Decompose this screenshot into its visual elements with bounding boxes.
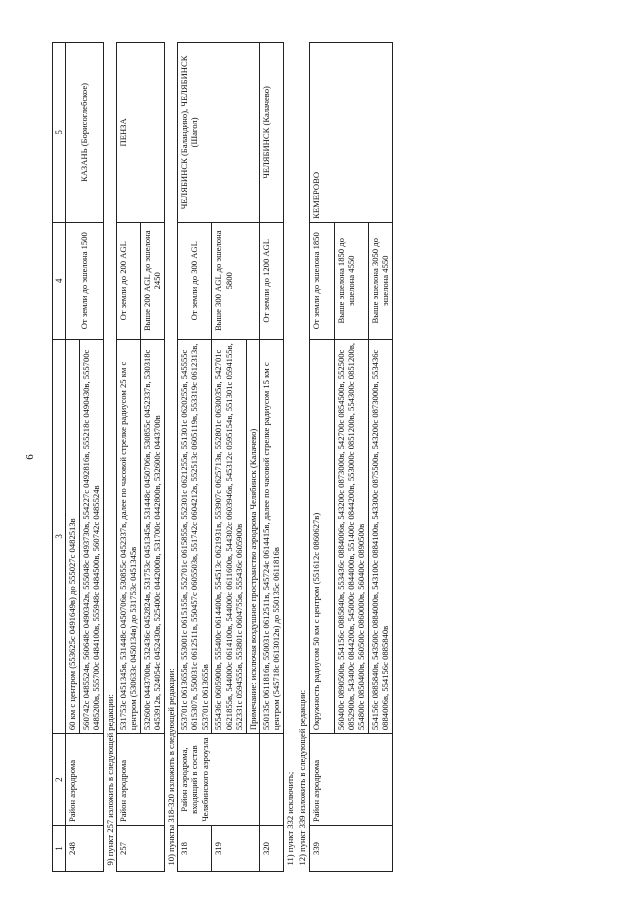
altitude-cell: Выше 200 AGL до эшелона 2450 bbox=[140, 222, 164, 339]
altitude-cell: От земли до эшелона 1500 bbox=[66, 222, 103, 339]
header-col-4: 4 bbox=[53, 222, 66, 339]
header-col-2: 2 bbox=[53, 734, 66, 826]
altitude-cell: От земли до 1200 AGL bbox=[259, 222, 283, 339]
area-cell: Район аэродрома bbox=[66, 734, 103, 826]
table-row bbox=[178, 43, 212, 872]
coords-cell: 555436с 0605900в, 555400с 0614400в, 554513с 0621931в, 553907с 0625713в, 552801с 0630035в, 542701с 0621855в, 544000с 0614100в, 544000с 0611600в, 544302с 0603946в, 545312с 0595154в, 551301с 0594155в, 552331с 0594555в, 553801с 0604755в, 555436с 0605900в bbox=[212, 339, 246, 733]
header-col-3: 3 bbox=[53, 339, 66, 733]
section-row bbox=[164, 43, 177, 872]
coords-cell: 532600с 0443700в, 532436с 0452824в, 531753с 0451345в, 531448с 0450706в, 530855с 0452337в, 530318с 0453912в, 524054с 0452430в, 525400с 0442000в, 531700с 0442800в, 532600с 0443700в bbox=[140, 339, 164, 733]
altitude-cell: Выше эшелона 3050 до эшелона 4550 bbox=[368, 222, 392, 339]
altitude-cell: От земли до 300 AGL bbox=[178, 222, 212, 339]
table-row bbox=[66, 43, 79, 872]
note-cell: Примечание: исключая воздушное пространство аэродрома Челябинск (Калачево) bbox=[246, 339, 259, 733]
row-number: 320 bbox=[259, 826, 283, 872]
aerodrome-name: ЧЕЛЯБИНСК (Баландино), ЧЕЛЯБИНСК (Шагол) bbox=[178, 43, 260, 223]
section-row bbox=[283, 43, 296, 872]
coords-cell: 560400с 0890500в, 554156с 0885840в, 553436с 0884006в, 543200с 0873000в, 542700с 0854500в, 552500с 0852900в, 543400с 0844200в, 545000с 0844000в, 551400с 0844200в, 553000с 0851200в, 554300с 0851200в, 554800с 0850400в, 560500с 0860000в, 560400с 0890500в bbox=[334, 339, 368, 733]
altitude-cell: От земли до 200 AGL bbox=[117, 222, 141, 339]
coords-cell: 553701с 0613655в, 553001с 0615155в, 552701с 0615855в, 552301с 0621255в, 551301с 0620255в, 545555с 0615307в, 550031с 0612511в, 550457с 0605503в, 551742с 0604212в, 552513с 0605119в, 553319с 0612313в, 553701с 0613655в bbox=[178, 339, 212, 733]
aerodrome-name: ПЕНЗА bbox=[117, 43, 165, 223]
section-heading: 11) пункт 332 исключить; bbox=[284, 771, 295, 866]
coords-cell: Окружность радиусом 50 км с центром (551612с 0860627в) bbox=[309, 339, 334, 733]
section-heading: 9) пункт 257 изложить в следующей редакции: bbox=[104, 694, 115, 866]
row-number: 339 bbox=[309, 826, 392, 872]
coords-cell: 550135с 0611816в, 550031с 0612511в, 545724с 0614415в, далее по часовой стрелке радиусом 15 км с центром (545718с 0613012в) до 550135с 0611816в bbox=[259, 339, 283, 733]
section-row bbox=[103, 43, 116, 872]
area-cell: Район аэродрома bbox=[309, 734, 392, 826]
area-cell: Район аэродрома bbox=[117, 734, 165, 826]
page-number: 6 bbox=[24, 454, 36, 460]
coords-cell: 554156с 0885840в, 543500с 0884000в, 543100с 0884100в, 543300с 0875500в, 543200с 0873000в, 553436с 0884006в, 554156с 0885840в bbox=[368, 339, 392, 733]
coords-cell: 60 км с центром (553625с 0491649в) до 555027с 0482513в bbox=[66, 339, 79, 733]
aerodrome-name: КЕМЕРОВО bbox=[309, 43, 392, 223]
altitude-cell: Выше эшелона 1850 до эшелона 4550 bbox=[334, 222, 368, 339]
altitude-cell: Выше 300 AGL до эшелона 5800 bbox=[212, 222, 260, 339]
row-number: 318 bbox=[178, 826, 212, 872]
header-col-5: 5 bbox=[53, 43, 66, 223]
aerodrome-name: ЧЕЛЯБИНСК (Калачево) bbox=[259, 43, 283, 223]
table-row bbox=[117, 43, 141, 872]
header-row bbox=[53, 43, 66, 872]
table-row bbox=[309, 43, 334, 872]
rotated-content bbox=[24, 42, 604, 872]
coords-cell: 560742с 0485524в, 560648с 0490342в, 555048с 0493730в, 554227с 0492816в, 555218с 0490430в, 555700с 0485200в, 555700с 0484100в, 555948с 0484500в, 560742с 0485524в bbox=[79, 339, 103, 733]
altitude-cell: От земли до эшелона 1850 bbox=[309, 222, 334, 339]
aerodrome-name: КАЗАНЬ (Борисоглебское) bbox=[66, 43, 103, 223]
airspace-table bbox=[52, 42, 393, 872]
row-number: 319 bbox=[212, 826, 260, 872]
coords-cell: 531753с 0451345в, 531448с 0450706в, 530855с 0452337в, далее по часовой стрелке радиусом 25 км с центром (530633с 0450134в) до 531753с 0451345в bbox=[117, 339, 141, 733]
section-heading: 12) пункт 339 изложить в следующей редакции: bbox=[297, 689, 308, 866]
area-cell: Район аэродрома, входящий в состав Челябинского аэроузла bbox=[178, 734, 260, 826]
row-number: 248 bbox=[66, 826, 103, 872]
section-row bbox=[296, 43, 309, 872]
header-col-1: 1 bbox=[53, 826, 66, 872]
area-cell-empty bbox=[259, 734, 283, 826]
section-heading: 10) пункты 318-320 изложить в следующей редакции: bbox=[165, 668, 176, 866]
row-number: 257 bbox=[117, 826, 165, 872]
table-row bbox=[259, 43, 283, 872]
